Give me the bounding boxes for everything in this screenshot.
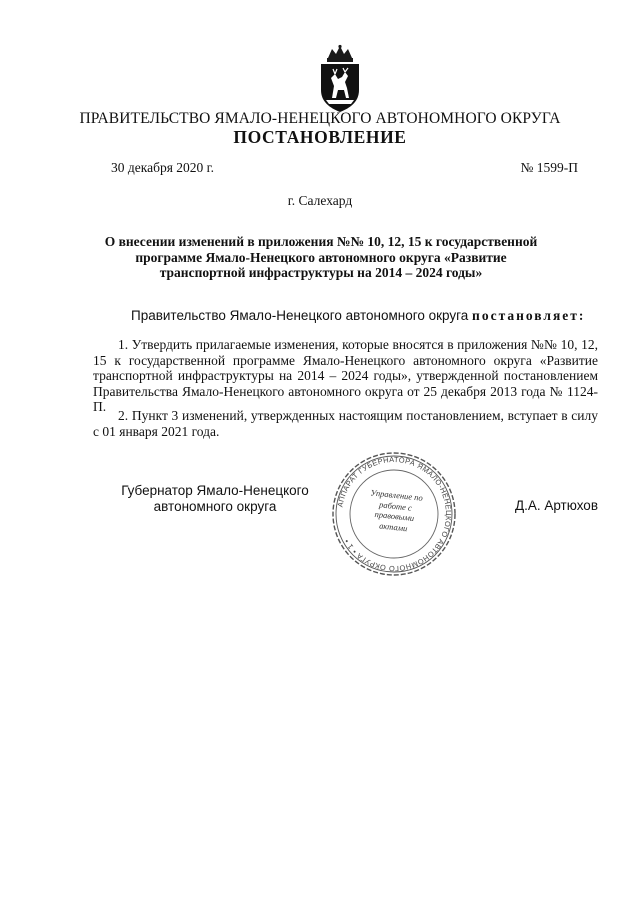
preamble <box>131 308 585 324</box>
signatory-position: Губернатор Ямало-Ненецкого автономного округа <box>121 483 309 514</box>
seal-inner-text: Управление по работе с правовыми актами <box>370 487 424 533</box>
preamble-text: Правительство Ямало-Ненецкого автономного округа <box>131 308 473 323</box>
document-type: ПОСТАНОВЛЕНИЕ <box>233 127 407 147</box>
document-number: № 1599-П <box>520 160 578 175</box>
decree-item-2: 2. Пункт 3 изменений, утвержденных настоящим постановлением, вступает в силу с 01 января 2021 года. <box>93 408 598 439</box>
document-city: г. Салехард <box>287 193 353 208</box>
document-title: О внесении изменений в приложения №№ 10, 12, 15 к государственной программе Ямало-Ненецкого автономного округа «Развитие транспортной инфраструктуры на 2014 – 2024 годы» <box>104 234 538 280</box>
document-date: 30 декабря 2020 г. <box>111 160 215 175</box>
decree-word: постановляет: <box>472 308 586 323</box>
yamal-coat-of-arms-icon <box>318 44 362 114</box>
signatory-name: Д.А. Артюхов <box>514 498 598 513</box>
seal-ring-text: АППАРАТ ГУБЕРНАТОРА ЯМАЛО-НЕНЕЦКОГО АВТОНОМНОГО ОКРУГА • 1 • <box>335 454 454 574</box>
organization-name: ПРАВИТЕЛЬСТВО ЯМАЛО-НЕНЕЦКОГО АВТОНОМНОГО ОКРУГА <box>79 110 561 127</box>
decree-item-1: 1. Утвердить прилагаемые изменения, которые вносятся в приложения №№ 10, 12, 15 к государственной программе Ямало-Ненецкого автономного округа «Развитие транспортной инфраструктуры на 2014 – 2024 годы», утвержденной постановлением Правительства Ямало-Ненецкого автономного округа от 25 декабря 2013 года № 1124-П. <box>93 337 598 414</box>
